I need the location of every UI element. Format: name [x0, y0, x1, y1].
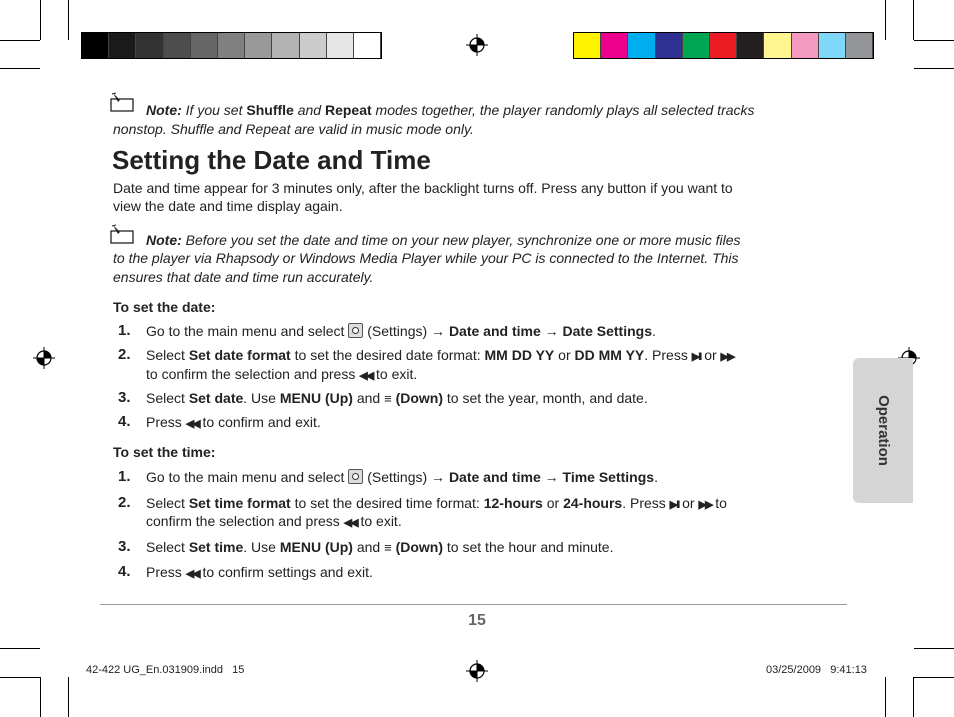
crop-mark — [0, 677, 40, 678]
date-step-2-cont — [146, 365, 417, 385]
format-term: 24-hours — [563, 495, 623, 511]
step-text: (Settings) — [367, 469, 428, 485]
button-term: MENU (Up) — [279, 539, 353, 555]
menu-term: Date and time — [448, 323, 541, 339]
step-text: to set the desired time format: — [294, 495, 480, 511]
color-swatch — [327, 33, 354, 58]
crop-mark — [0, 68, 40, 69]
time-step-2 — [146, 494, 727, 514]
color-swatch — [136, 33, 163, 58]
color-swatch — [191, 33, 218, 58]
step-text: to set the year, month, and date. — [446, 390, 648, 406]
date-step-4 — [146, 413, 321, 433]
note-icon — [110, 92, 136, 112]
note-label: Note: — [146, 232, 182, 248]
step-text: (Settings) — [367, 323, 428, 339]
play-pause-icon: ▶II — [669, 499, 679, 511]
step-text: . Use — [243, 390, 276, 406]
menu-term: Date Settings — [562, 323, 652, 339]
step-text: Select — [146, 495, 185, 511]
step-text: to confirm settings and exit. — [202, 564, 373, 580]
menu-term: Set date format — [188, 347, 291, 363]
note-2-line-3: ensures that date and time run accurately. — [113, 269, 374, 285]
settings-icon — [348, 323, 363, 338]
step-text: or — [682, 495, 695, 511]
step-text: . Press — [622, 495, 666, 511]
section-tab-label: Operation — [874, 395, 892, 466]
step-text: Select — [146, 347, 185, 363]
note-2-line-2: to the player via Rhapsody or Windows Media Player while your PC is connected to the Internet. This — [113, 250, 739, 266]
step-text: . Press — [644, 347, 688, 363]
step-text: Select — [146, 390, 185, 406]
forward-icon: ▶▶ — [698, 499, 712, 511]
note-icon — [110, 224, 136, 244]
crop-mark — [913, 0, 914, 40]
step-text: or — [704, 347, 717, 363]
step-text: or — [546, 495, 560, 511]
step-text: and — [356, 390, 381, 406]
step-number: 3. — [118, 389, 131, 406]
color-swatch — [683, 33, 710, 58]
step-text: to — [715, 495, 727, 511]
color-swatch — [82, 33, 109, 58]
color-swatch — [656, 33, 683, 58]
menu-term: Set time — [188, 539, 244, 555]
note-1-line-2: nonstop. Shuffle and Repeat are valid in music mode only. — [113, 121, 474, 137]
step-number: 3. — [118, 538, 131, 555]
step-text: Press — [146, 564, 182, 580]
step-number: 1. — [118, 468, 131, 485]
color-swatch — [300, 33, 327, 58]
button-term: (Down) — [395, 390, 444, 406]
menu-lines-icon: ≡ — [384, 540, 392, 555]
button-term: (Down) — [395, 539, 444, 555]
format-term: MM DD YY — [484, 347, 555, 363]
color-swatch — [628, 33, 655, 58]
crop-mark — [68, 677, 69, 717]
crop-mark — [40, 0, 41, 40]
page-title: Setting the Date and Time — [112, 145, 431, 175]
step-number: 2. — [118, 346, 131, 363]
date-step-1 — [146, 322, 656, 340]
color-swatch — [109, 33, 136, 58]
note-1-line-1 — [146, 101, 755, 119]
registration-mark-icon — [466, 34, 488, 56]
note-text: If you set — [185, 102, 243, 118]
back-icon: ◀◀ — [185, 568, 199, 580]
step-text: Press — [146, 414, 182, 430]
color-swatch — [710, 33, 737, 58]
note-text: modes together, the player randomly plays all selected tracks — [375, 102, 755, 118]
note-text: and — [297, 102, 322, 118]
step-text: confirm the selection and press — [146, 513, 340, 529]
date-steps-heading: To set the date: — [113, 299, 216, 315]
color-swatch — [574, 33, 601, 58]
step-number: 4. — [118, 563, 131, 580]
registration-mark-icon — [466, 660, 488, 682]
step-number: 4. — [118, 413, 131, 430]
step-text: Go to the main menu and select — [146, 323, 345, 339]
step-text: to exit. — [360, 513, 402, 529]
crop-mark — [40, 677, 41, 717]
step-text: . — [652, 323, 656, 339]
arrow-right-icon: → — [544, 469, 559, 485]
crop-mark — [914, 677, 954, 678]
color-swatch — [272, 33, 299, 58]
crop-mark — [885, 0, 886, 40]
color-swatch — [601, 33, 628, 58]
color-swatch — [764, 33, 791, 58]
format-term: 12-hours — [483, 495, 543, 511]
repeat-term: Repeat — [324, 102, 372, 118]
color-swatch — [218, 33, 245, 58]
step-text: . Use — [243, 539, 276, 555]
crop-mark — [0, 40, 40, 41]
crop-mark — [0, 648, 40, 649]
arrow-right-icon: → — [431, 323, 446, 339]
footer-rule — [100, 604, 847, 605]
time-step-3 — [146, 538, 613, 557]
step-number: 1. — [118, 322, 131, 339]
registration-mark-icon — [33, 347, 55, 369]
menu-term: Time Settings — [562, 469, 655, 485]
color-swatch — [737, 33, 764, 58]
crop-mark — [885, 677, 886, 717]
time-step-1 — [146, 468, 658, 486]
format-term: DD MM YY — [574, 347, 645, 363]
gray-color-bar — [81, 32, 382, 59]
crop-mark — [914, 648, 954, 649]
slug-timestamp: 03/25/2009 9:41:13 — [766, 664, 867, 676]
note-text: Before you set the date and time on your new player, synchronize one or more music files — [185, 232, 741, 248]
back-icon: ◀◀ — [343, 517, 357, 529]
note-label: Note: — [146, 102, 182, 118]
settings-icon — [348, 469, 363, 484]
note-2-line-1 — [146, 231, 741, 249]
menu-lines-icon: ≡ — [384, 391, 392, 406]
page-number: 15 — [468, 612, 486, 629]
arrow-right-icon: → — [544, 323, 559, 339]
date-step-3 — [146, 389, 648, 408]
play-pause-icon: ▶II — [691, 351, 701, 363]
step-text: . — [654, 469, 658, 485]
step-text: to confirm and exit. — [202, 414, 321, 430]
time-steps-heading: To set the time: — [113, 444, 216, 460]
crop-mark — [913, 677, 914, 717]
step-text: or — [558, 347, 571, 363]
process-color-bar — [573, 32, 874, 59]
color-swatch — [792, 33, 819, 58]
color-swatch — [846, 33, 873, 58]
intro-line-2: view the date and time display again. — [113, 198, 343, 214]
slug-file: 42-422 UG_En.031909.indd 15 — [86, 664, 245, 676]
step-text: Go to the main menu and select — [146, 469, 345, 485]
step-text: to set the hour and minute. — [446, 539, 614, 555]
time-step-4 — [146, 563, 373, 583]
arrow-right-icon: → — [431, 469, 446, 485]
date-step-2 — [146, 346, 733, 366]
step-text: to exit. — [376, 366, 418, 382]
step-number: 2. — [118, 494, 131, 511]
back-icon: ◀◀ — [185, 418, 199, 430]
section-tab-label-wrap — [853, 358, 913, 503]
time-step-2-cont — [146, 512, 402, 532]
back-icon: ◀◀ — [359, 370, 373, 382]
menu-term: Set date — [188, 390, 244, 406]
step-text: to set the desired date format: — [294, 347, 481, 363]
step-text: and — [356, 539, 381, 555]
step-text: Select — [146, 539, 185, 555]
button-term: MENU (Up) — [279, 390, 353, 406]
shuffle-term: Shuffle — [246, 102, 294, 118]
crop-mark — [914, 68, 954, 69]
crop-mark — [68, 0, 69, 40]
intro-line-1: Date and time appear for 3 minutes only, after the backlight turns off. Press any button if you want to — [113, 180, 733, 196]
menu-term: Set time format — [188, 495, 291, 511]
step-text: to confirm the selection and press — [146, 366, 356, 382]
color-swatch — [354, 33, 381, 58]
forward-icon: ▶▶ — [720, 351, 734, 363]
menu-term: Date and time — [448, 469, 541, 485]
color-swatch — [164, 33, 191, 58]
crop-mark — [914, 40, 954, 41]
color-swatch — [245, 33, 272, 58]
color-swatch — [819, 33, 846, 58]
